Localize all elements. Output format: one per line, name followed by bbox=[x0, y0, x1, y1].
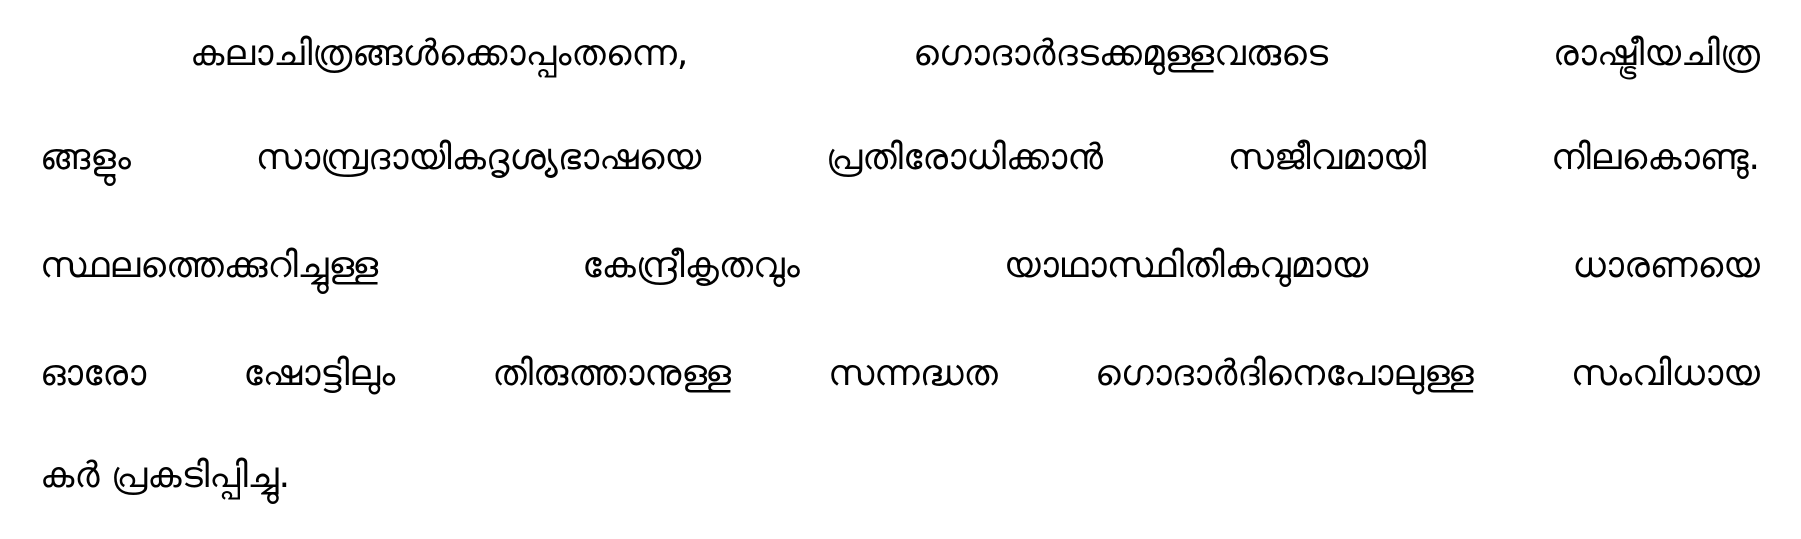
word: ഗൊദാർദിനെപോലുള്ള bbox=[1095, 353, 1474, 394]
word: സന്നദ്ധത bbox=[828, 353, 998, 394]
word: ഷോട്ടിലും bbox=[243, 353, 396, 394]
word: സംവിധായ bbox=[1570, 353, 1760, 394]
word: കേന്ദ്രീകൃതവും bbox=[582, 245, 800, 286]
paragraph-line-4 bbox=[40, 344, 1760, 404]
paragraph-line-2 bbox=[40, 128, 1760, 188]
word: ങ്ങളും bbox=[40, 137, 132, 178]
paragraph-line-3 bbox=[40, 236, 1760, 296]
word: സാമ്പ്രദായികദൃശ്യഭാഷയെ bbox=[255, 137, 702, 178]
word: പ്രതിരോധിക്കാൻ bbox=[825, 137, 1104, 178]
word: ഓരോ bbox=[40, 353, 147, 394]
document-page bbox=[40, 0, 1760, 539]
word: ധാരണയെ bbox=[1572, 245, 1760, 286]
word: യാഥാസ്ഥിതികവുമായ bbox=[1003, 245, 1369, 286]
word: രാഷ്ട്രീയചിത്ര bbox=[1552, 33, 1760, 74]
paragraph-line-5: കർ പ്രകടിപ്പിച്ചു. bbox=[40, 455, 291, 496]
word: സ്ഥലത്തെക്കുറിച്ചുള്ള bbox=[40, 245, 379, 286]
word: സജീവമായി bbox=[1227, 137, 1427, 178]
word: ഗൊദാർദടക്കമുള്ളവരുടെ bbox=[913, 33, 1329, 74]
word: നിലകൊണ്ടു. bbox=[1550, 137, 1760, 178]
word: കലാചിത്രങ്ങൾക്കൊപ്പംതന്നെ, bbox=[190, 33, 689, 74]
paragraph-line-1 bbox=[40, 24, 1760, 84]
word: തിരുത്താനുള്ള bbox=[492, 353, 732, 394]
